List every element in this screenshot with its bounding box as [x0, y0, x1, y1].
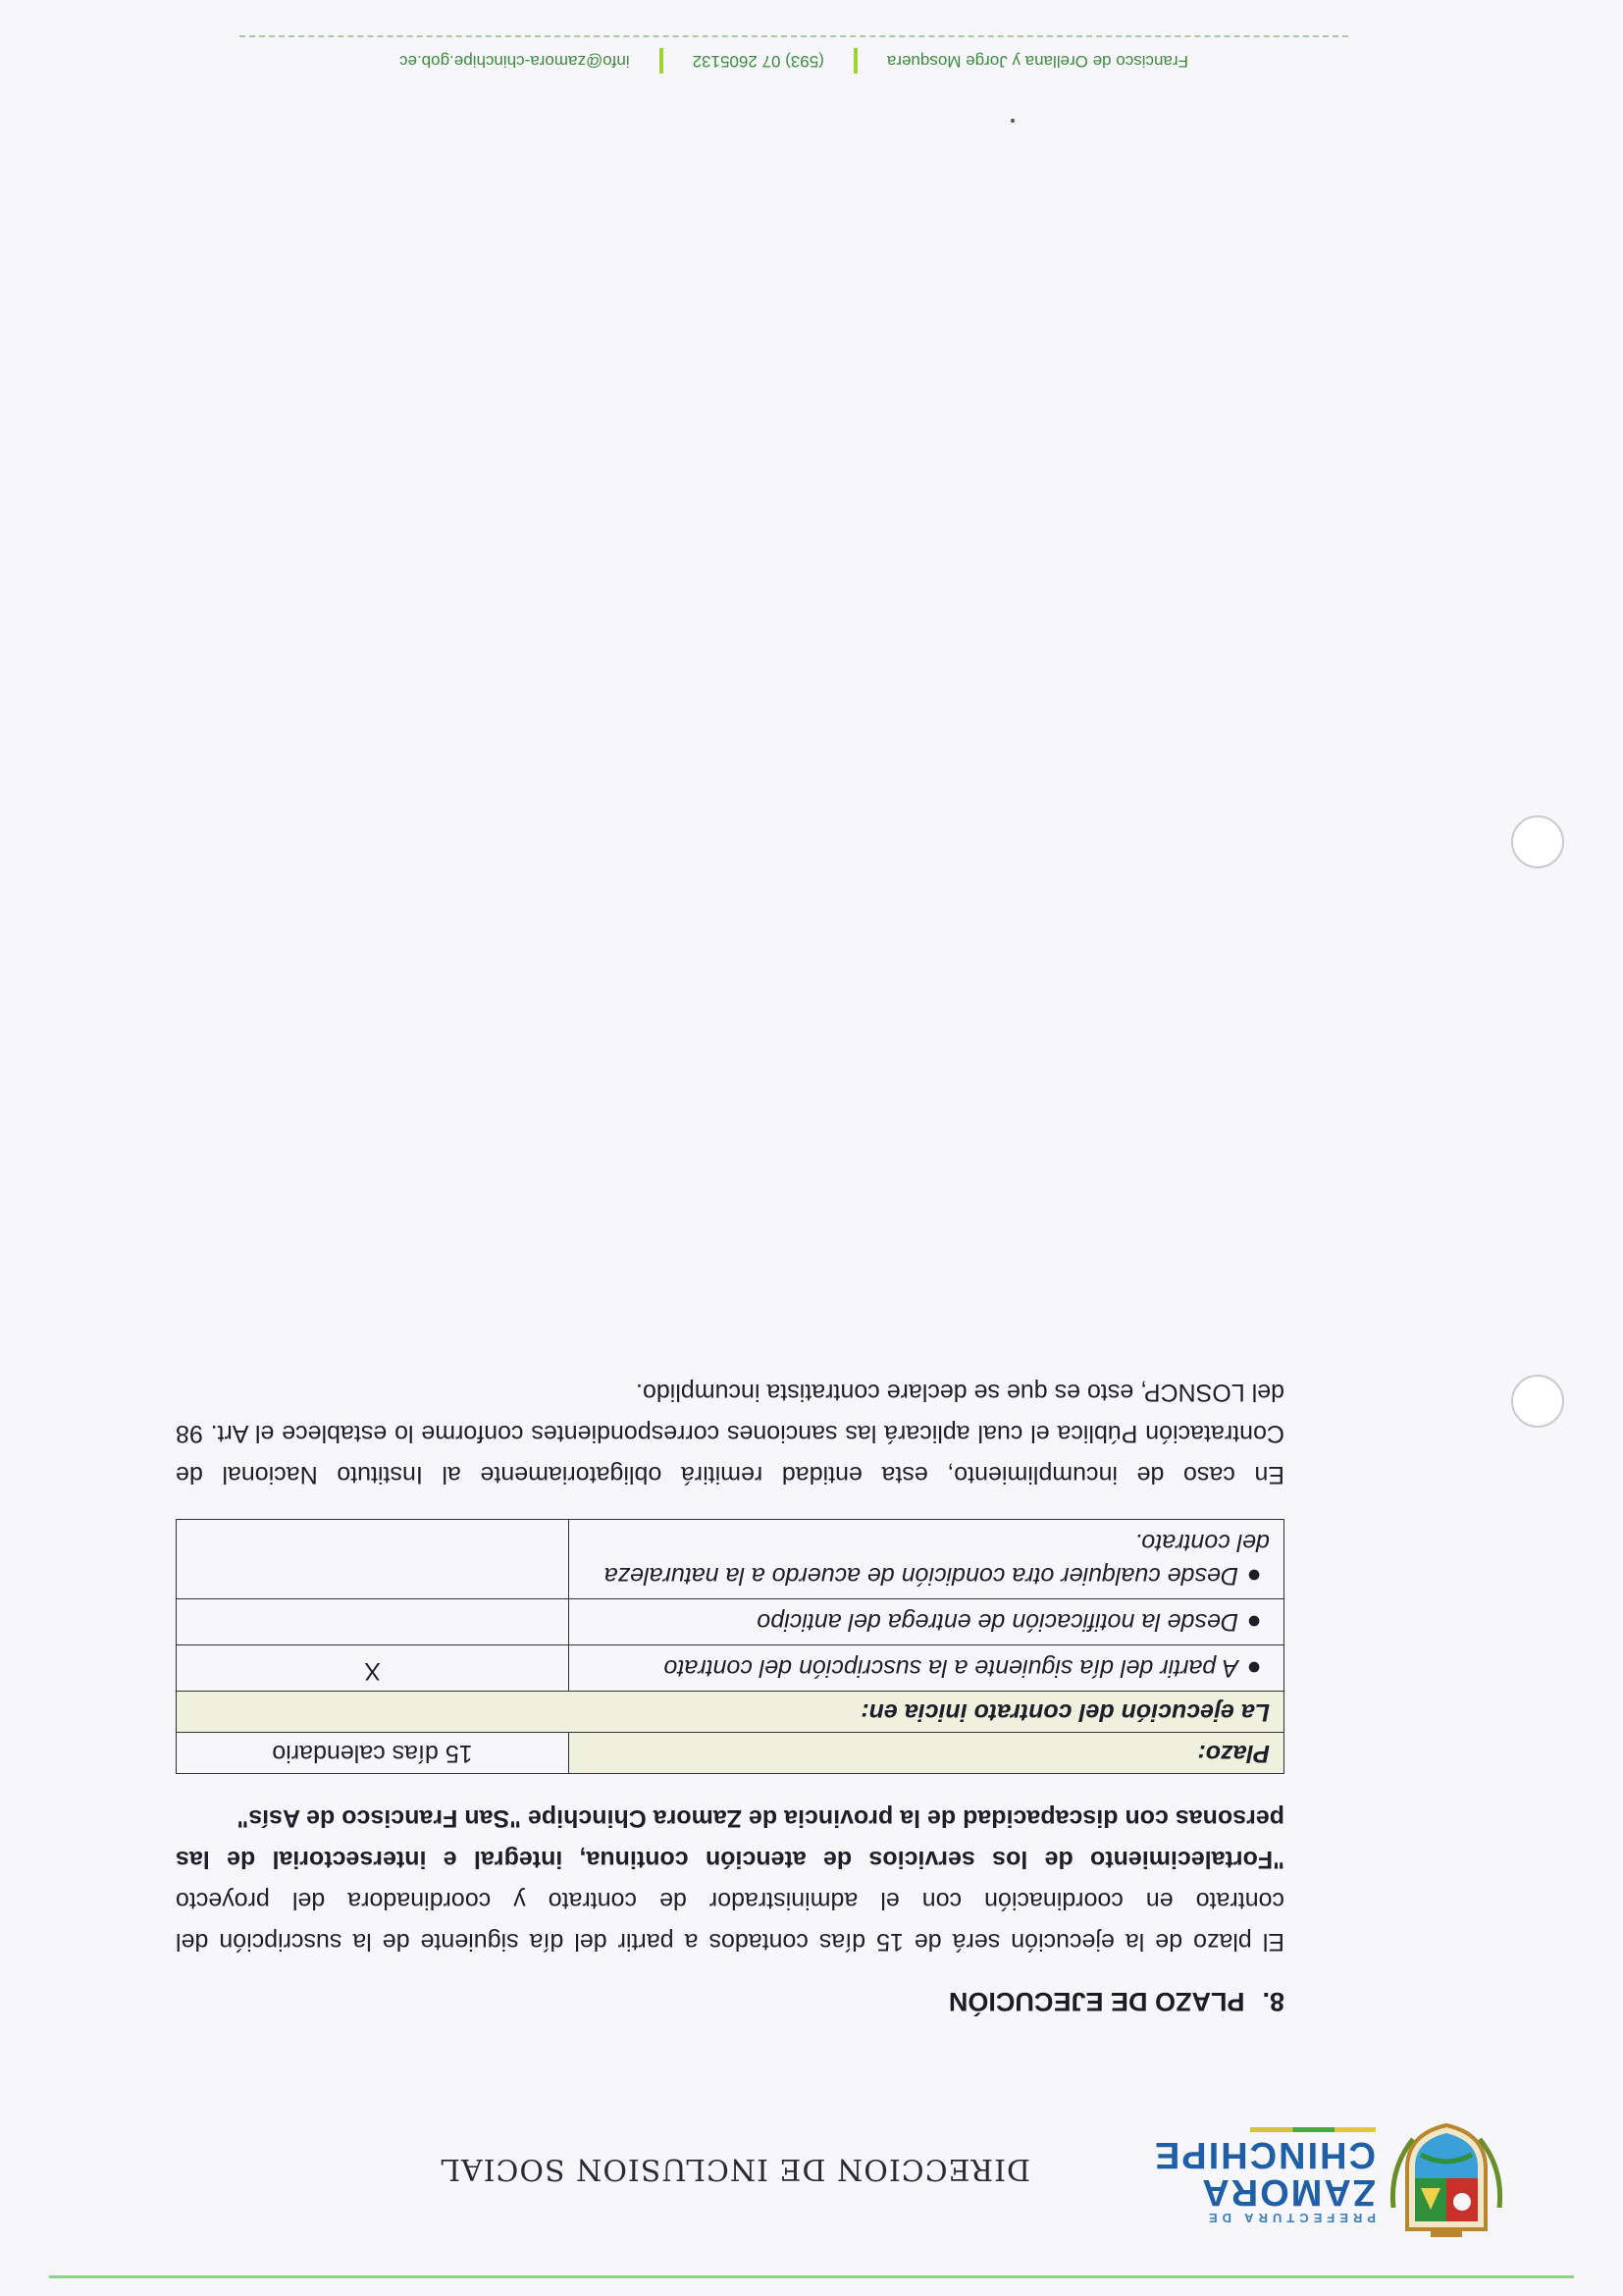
coat-of-arms-logo: [1387, 2121, 1505, 2237]
punch-hole: [1511, 815, 1564, 868]
footer-divider: [239, 35, 1348, 37]
option-cell: [569, 1599, 1284, 1645]
bullet-icon: ●: [1246, 1562, 1262, 1590]
punch-hole: [1511, 1375, 1564, 1428]
bullet-icon: ●: [1246, 1608, 1262, 1636]
plazo-label: Plazo:: [569, 1733, 1284, 1774]
plazo-value: 15 días calendario: [177, 1733, 569, 1774]
footer-email: info@zamora-chinchipe.gob.ec: [399, 52, 630, 71]
footer-separator: [659, 48, 663, 74]
section-heading: [176, 1986, 1284, 2016]
option-mark: [177, 1599, 569, 1645]
table-row: [177, 1520, 1284, 1599]
option-text: A partir del día siguiente a la suscripción del contrato: [663, 1654, 1238, 1682]
option-cell: [569, 1520, 1284, 1599]
section-title: PLAZO DE EJECUCIÓN: [948, 1987, 1245, 2016]
main-content: [176, 1372, 1284, 2016]
table-row: [177, 1645, 1284, 1692]
brand-prefix: PREFECTURA DE: [1203, 2211, 1376, 2225]
option-text: Desde la notificación de entrega del anticipo: [757, 1608, 1238, 1636]
table-row: [177, 1692, 1284, 1733]
department-name: DIRECCION DE INCLUSION SOCIAL: [440, 2152, 1030, 2186]
execution-term-table: [176, 1519, 1284, 1774]
footer-phone: (593) 07 2605132: [692, 52, 824, 71]
intro-text: El plazo de la ejecución será de 15 días contados a partir del día siguiente de la suscripción del contrato en coordinación con el administrador de contrato y coordinadora del proyecto: [176, 1887, 1284, 1956]
brand-color-stripe: [1250, 2127, 1376, 2132]
table-row: [177, 1733, 1284, 1774]
section-number: 8.: [1262, 1987, 1284, 2016]
bullet-icon: ●: [1246, 1654, 1262, 1682]
scan-speck: [1011, 119, 1015, 123]
footer-address: Francisco de Orellana y Jorge Mosquera: [886, 52, 1188, 71]
inicio-label: La ejecución del contrato inicia en:: [177, 1692, 1284, 1733]
intro-paragraph: [176, 1798, 1284, 1962]
option-text: Desde cualquier otra condición de acuerdo a la naturaleza del contrato.: [603, 1529, 1270, 1590]
closing-paragraph: En caso de incumplimiento, esta entidad remitirá obligatoriamente al Instituto Nacional de Contratación Pública el cual aplicará las sanciones correspondientes conforme lo establece el Art. 98 del LOSNCP, esto es que se declare contratista incumplido.: [176, 1379, 1284, 1488]
project-name: "Fortalecimiento de los servicios de atención continua, integral e intersectorial de las personas con discapacidad de la provincia de Zamora Chinchipe "San Francisco de Asís": [176, 1804, 1284, 1873]
footer-separator: [854, 48, 858, 74]
table-row: [177, 1599, 1284, 1645]
brand-name-line1: ZAMORA: [1200, 2171, 1376, 2213]
option-cell: [569, 1645, 1284, 1692]
option-mark: X: [177, 1645, 569, 1692]
brand-name-line2: CHINCHIPE: [1152, 2134, 1376, 2175]
letterhead: [131, 2119, 1505, 2237]
footer-contact: [239, 48, 1348, 74]
header-divider: [49, 2275, 1574, 2278]
prefecture-brand: [1081, 2127, 1376, 2225]
option-mark: [177, 1520, 569, 1599]
